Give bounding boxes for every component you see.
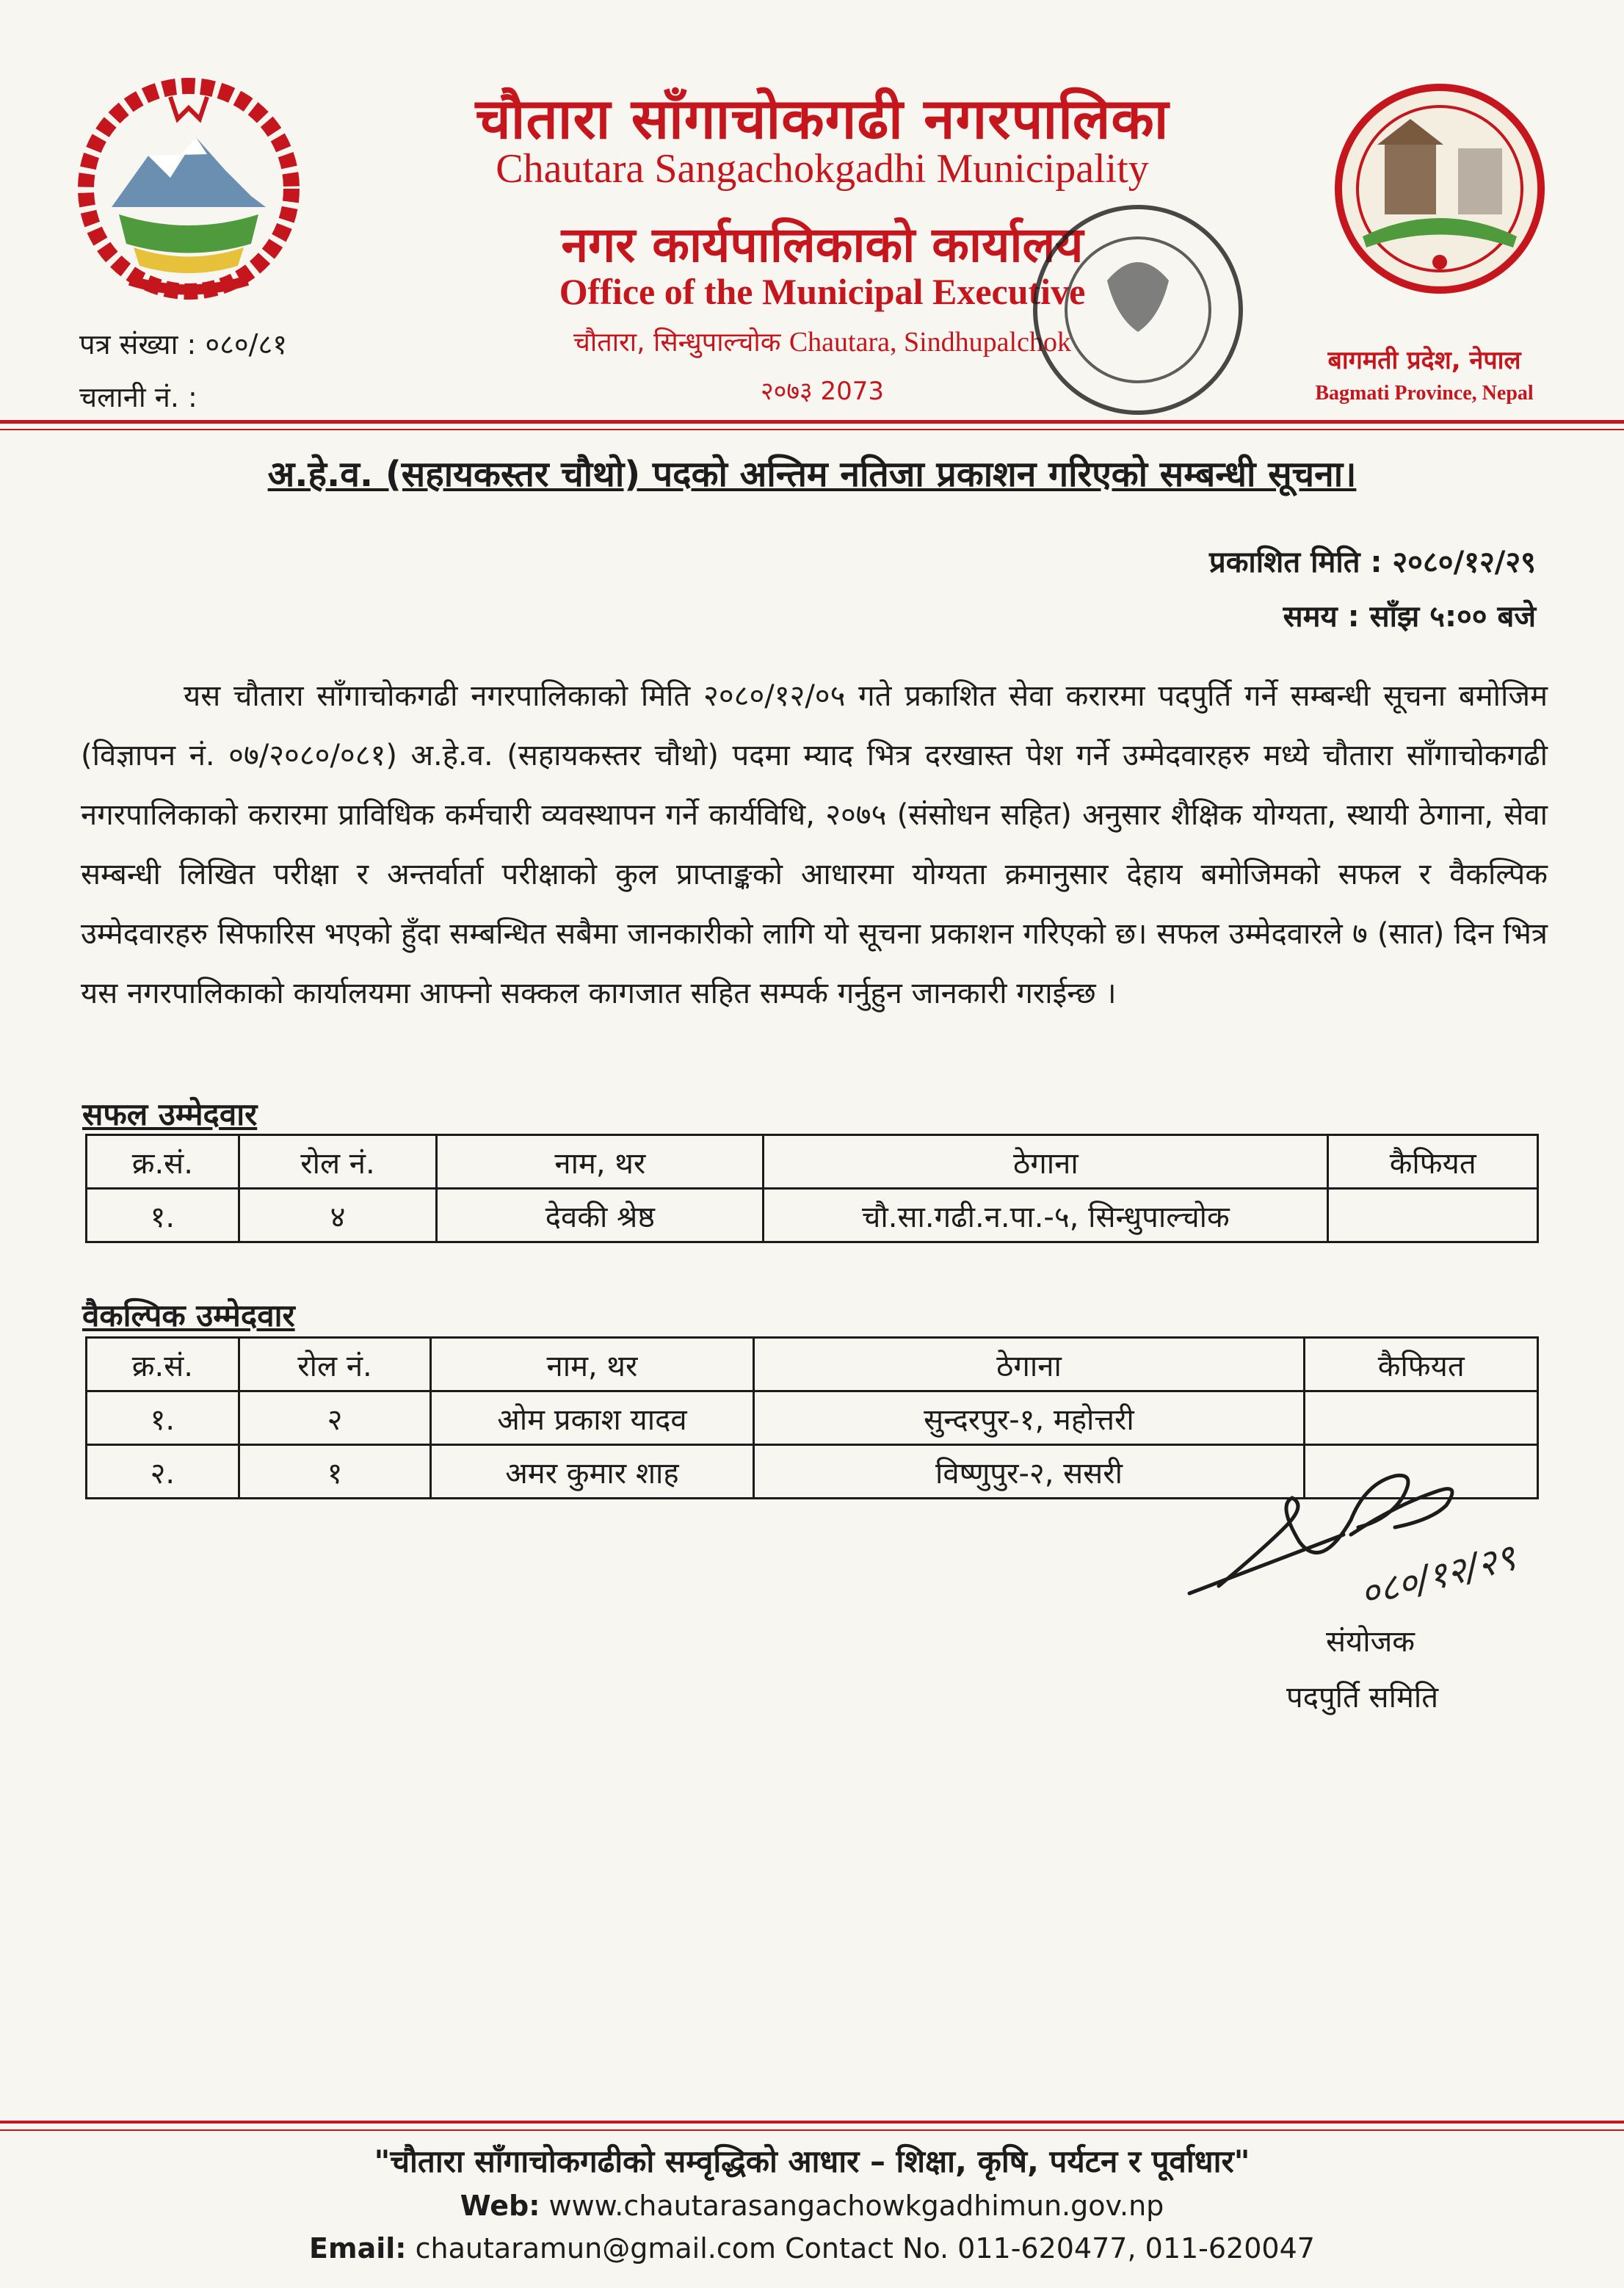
- cell-address: चौ.सा.गढी.न.पा.-५, सिन्धुपाल्चोक: [764, 1189, 1328, 1242]
- col-sn: क्र.सं.: [87, 1135, 239, 1189]
- col-address: ठेगाना: [753, 1338, 1305, 1391]
- col-remarks: कैफियत: [1305, 1338, 1538, 1391]
- published-time: समय : साँझ ५:०० बजे: [1283, 600, 1536, 634]
- cell-remarks: [1305, 1391, 1538, 1445]
- col-address: ठेगाना: [764, 1135, 1328, 1189]
- table-row: [87, 1189, 1538, 1242]
- cell-name: देवकी श्रेष्ठ: [437, 1189, 764, 1242]
- col-remarks: कैफियत: [1328, 1135, 1538, 1189]
- table-row: [87, 1391, 1538, 1445]
- published-date: प्रकाशित मिति : २०८०/१२/२९: [1208, 546, 1536, 579]
- municipality-name-english: Chautara Sangachokgadhi Municipality: [496, 146, 1149, 192]
- cell-sn: १.: [87, 1189, 239, 1242]
- successful-candidates-heading: सफल उम्मेदवार: [82, 1096, 258, 1132]
- email-label: Email:: [309, 2232, 407, 2265]
- footer-contact: [0, 2232, 1624, 2265]
- footer-web: [0, 2190, 1624, 2222]
- office-name-nepali: नगर कार्यपालिकाको कार्यालय: [561, 217, 1084, 273]
- footer-divider: [0, 2121, 1624, 2124]
- cell-roll: ४: [239, 1189, 437, 1242]
- cell-name: अमर कुमार शाह: [431, 1445, 753, 1499]
- table-header-row: [87, 1135, 1538, 1189]
- signature-date: ०८०/१२/२९: [1355, 1535, 1520, 1616]
- established-year: २०७३ 2073: [760, 377, 885, 406]
- col-roll: रोल नं.: [239, 1338, 431, 1391]
- footer-divider-thin: [0, 2129, 1624, 2131]
- cell-sn: १.: [87, 1391, 239, 1445]
- header-divider-thin: [0, 429, 1624, 430]
- address-english: Chautara, Sindhupalchok: [789, 327, 1071, 358]
- cell-roll: १: [239, 1445, 431, 1499]
- notice-subject: अ.हे.व. (सहायकस्तर चौथो) पदको अन्तिम नतिजा प्रकाशन गरिएको सम्बन्धी सूचना।: [267, 454, 1357, 495]
- table-header-row: [87, 1338, 1538, 1391]
- cell-roll: २: [239, 1391, 431, 1445]
- cell-address: विष्णुपुर-२, ससरी: [753, 1445, 1305, 1499]
- web-link[interactable]: www.chautarasangachowkgadhimun.gov.np: [548, 2190, 1164, 2222]
- signatory-designation: संयोजक: [1326, 1625, 1415, 1659]
- cell-name: ओम प्रकाश यादव: [431, 1391, 753, 1445]
- municipality-name-nepali: चौतारा साँगाचोकगढी नगरपालिका: [475, 86, 1170, 151]
- cell-address: सुन्दरपुर-१, महोत्तरी: [753, 1391, 1305, 1445]
- cell-sn: २.: [87, 1445, 239, 1499]
- col-name: नाम, थर: [431, 1338, 753, 1391]
- web-label: Web:: [460, 2190, 540, 2222]
- alternate-candidates-heading: वैकल्पिक उम्मेदवार: [82, 1297, 295, 1333]
- col-roll: रोल नं.: [239, 1135, 437, 1189]
- successful-candidates-table: [85, 1134, 1539, 1243]
- contact-numbers: Contact No. 011-620477, 011-620047: [785, 2232, 1315, 2265]
- letter-reference-number: पत्र संख्या : ०८०/८१: [79, 328, 288, 361]
- committee-name: पदपुर्ति समिति: [1286, 1681, 1439, 1715]
- header-divider: [0, 420, 1624, 424]
- address-nepali: चौतारा, सिन्धुपाल्चोक: [573, 327, 781, 358]
- col-sn: क्र.सं.: [87, 1338, 239, 1391]
- email-link[interactable]: chautaramun@gmail.com: [415, 2232, 776, 2265]
- municipality-logo-icon: [1333, 82, 1546, 295]
- province-english: Bagmati Province, Nepal: [1315, 382, 1534, 405]
- footer-slogan: "चौतारा साँगाचोकगढीको सम्वृद्धिको आधार – शिक्षा, कृषि, पर्यटन र पूर्वाधार": [374, 2143, 1250, 2179]
- office-seal-stamp-icon: [1013, 192, 1263, 427]
- nepal-emblem-icon: [68, 68, 310, 310]
- cell-remarks: [1328, 1189, 1538, 1242]
- notice-body: यस चौतारा साँगाचोकगढी नगरपालिकाको मिति २०८०/१२/०५ गते प्रकाशित सेवा करारमा पदपुर्ति गर्ने सम्बन्धी सूचना बमोजिम (विज्ञापन नं. ०७/२०८०/०८१) अ.हे.व. (सहायकस्तर चौथो) पदमा म्याद भित्र दरखास्त पेश गर्ने उम्मेदवारहरु मध्ये चौतारा साँगाचोकगढी नगरपालिकाको करारमा प्राविधिक कर्मचारी व्यवस्थापन गर्ने कार्यविधि, २०७५ (संसोधन सहित) अनुसार शैक्षिक योग्यता, स्थायी ठेगाना, सेवा सम्बन्धी लिखित परीक्षा र अन्तर्वार्ता परीक्षाको कुल प्राप्ताङ्कको आधारमा योग्यता क्रमानुसार देहाय बमोजिमको सफल र वैकल्पिक उम्मेदवारहरु सिफारिस भएको हुँदा सम्बन्धित सबैमा जानकारीको लागि यो सूचना प्रकाशन गरिएको छ। सफल उम्मेदवारले ७ (सात) दिन भित्र यस नगरपालिकाको कार्यालयमा आफ्नो सक्कल कागजात सहित सम्पर्क गर्नुहुन जानकारी गराईन्छ ।: [81, 679, 1548, 1010]
- province-nepali: बागमती प्रदेश, नेपाल: [1327, 346, 1521, 375]
- dispatch-number: चलानी नं. :: [79, 381, 197, 413]
- col-name: नाम, थर: [437, 1135, 764, 1189]
- office-name-english: Office of the Municipal Executive: [559, 271, 1086, 312]
